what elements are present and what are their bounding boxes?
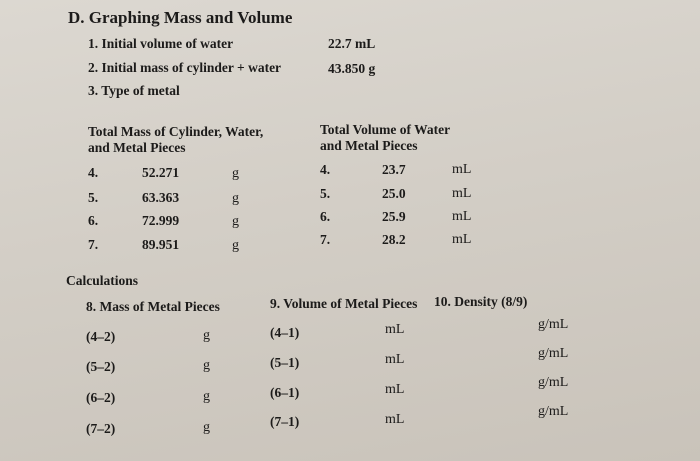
item-initial-mass-label: 2. Initial mass of cylinder + water <box>88 60 282 75</box>
mass-row-num: 5. <box>88 190 99 205</box>
volume-table-header-line2: and Metal Pieces <box>320 138 418 153</box>
volume-row-value: 25.0 <box>382 186 406 201</box>
item-initial-volume-label: 1. Initial volume of water <box>88 36 234 51</box>
item-initial-volume-value: 22.7 mL <box>328 36 376 51</box>
calc-mass-unit: g <box>203 358 210 373</box>
mass-row-unit: g <box>232 238 239 253</box>
mass-row-unit: g <box>232 166 239 181</box>
volume-row-num: 6. <box>320 209 331 224</box>
calc-volume-unit: mL <box>385 322 405 337</box>
volume-row-unit: mL <box>452 162 472 177</box>
mass-row-value: 63.363 <box>142 190 180 205</box>
calc-volume-header: 9. Volume of Metal Pieces <box>270 296 418 311</box>
calc-volume-unit: mL <box>385 352 405 367</box>
volume-row-unit: mL <box>452 209 472 224</box>
section-title: D. Graphing Mass and Volume <box>68 8 293 27</box>
calc-mass-unit: g <box>203 420 210 435</box>
calc-density-unit: g/mL <box>538 346 569 361</box>
mass-table-header-line1: Total Mass of Cylinder, Water, <box>88 124 264 139</box>
volume-table-header-line1: Total Volume of Water <box>320 122 451 137</box>
calc-density-unit: g/mL <box>538 375 569 390</box>
calc-volume-label: (5–1) <box>270 355 300 370</box>
calc-density-header: 10. Density (8/9) <box>434 294 528 309</box>
mass-row-num: 7. <box>88 237 99 252</box>
mass-table-header-line2: and Metal Pieces <box>88 140 186 155</box>
calc-mass-label: (6–2) <box>86 390 116 405</box>
volume-row-num: 4. <box>320 162 331 177</box>
mass-row-value: 72.999 <box>142 213 180 228</box>
mass-row-num: 6. <box>88 213 99 228</box>
calc-volume-label: (7–1) <box>270 414 300 429</box>
calc-volume-label: (6–1) <box>270 385 300 400</box>
calc-volume-unit: mL <box>385 412 405 427</box>
calc-volume-label: (4–1) <box>270 325 300 340</box>
mass-row-num: 4. <box>88 165 99 180</box>
volume-row-value: 25.9 <box>382 209 406 224</box>
mass-row-unit: g <box>232 214 239 229</box>
volume-row-num: 7. <box>320 232 331 247</box>
calc-mass-header: 8. Mass of Metal Pieces <box>86 299 220 314</box>
calc-density-unit: g/mL <box>538 404 569 419</box>
volume-row-unit: mL <box>452 186 472 201</box>
mass-row-value: 89.951 <box>142 237 180 252</box>
calc-mass-label: (7–2) <box>86 421 116 436</box>
volume-row-unit: mL <box>452 232 472 247</box>
calc-mass-label: (5–2) <box>86 359 116 374</box>
calc-volume-unit: mL <box>385 382 405 397</box>
volume-row-value: 28.2 <box>382 232 406 247</box>
item-initial-mass-value: 43.850 g <box>328 61 376 76</box>
calc-mass-label: (4–2) <box>86 329 116 344</box>
volume-row-value: 23.7 <box>382 162 406 177</box>
mass-row-unit: g <box>232 191 239 206</box>
calculations-title: Calculations <box>66 273 139 288</box>
volume-row-num: 5. <box>320 186 331 201</box>
item-metal-type-label: 3. Type of metal <box>88 83 180 98</box>
calc-density-unit: g/mL <box>538 317 569 332</box>
mass-row-value: 52.271 <box>142 165 180 180</box>
calc-mass-unit: g <box>203 328 210 343</box>
calc-mass-unit: g <box>203 389 210 404</box>
